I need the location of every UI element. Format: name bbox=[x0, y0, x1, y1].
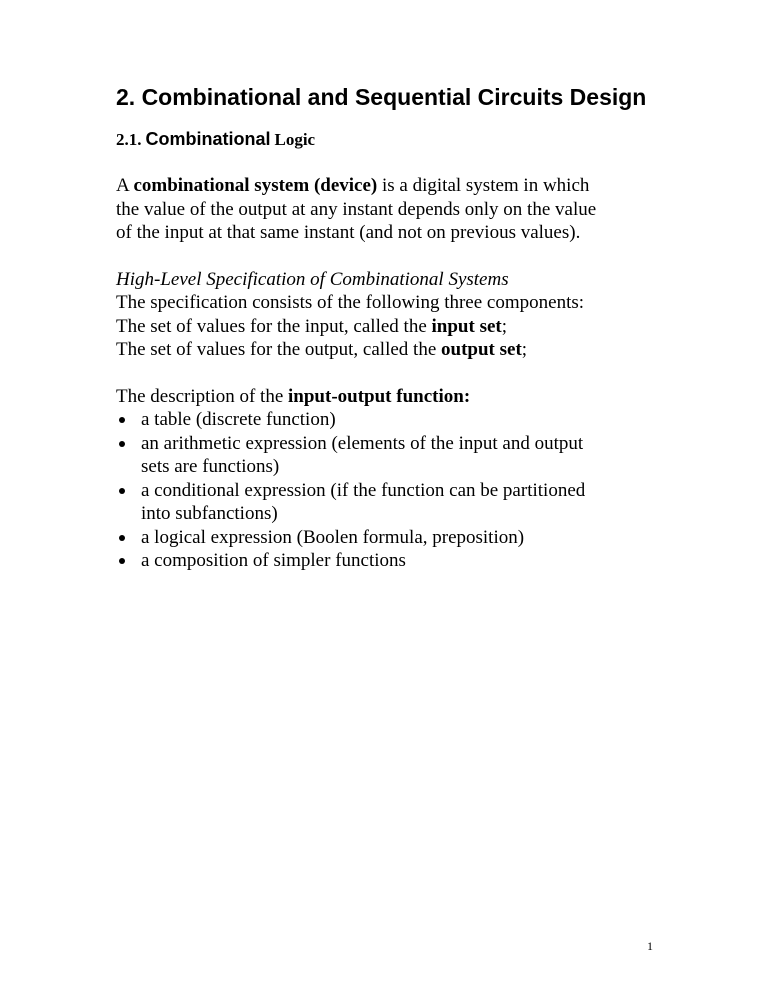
definition-line-2: the value of the output at any instant depends only on the value bbox=[116, 198, 597, 220]
input-set-term: input set bbox=[431, 315, 502, 337]
list-item-line: a logical expression (Boolen formula, preposition) bbox=[141, 526, 525, 548]
subsection-number: 2.1. bbox=[116, 130, 142, 149]
bullet-icon bbox=[119, 558, 125, 564]
section-heading: 2. Combinational and Sequential Circuits Design bbox=[116, 84, 647, 110]
definition-paragraph bbox=[116, 174, 716, 245]
document-page bbox=[116, 82, 716, 573]
function-description-prefix: The description of the bbox=[116, 385, 284, 407]
list-item-line: a conditional expression (if the function can be partitioned bbox=[141, 479, 586, 501]
list-item bbox=[116, 526, 716, 550]
subsection-word-combinational: Combinational bbox=[145, 129, 271, 149]
subsection-heading bbox=[116, 126, 716, 154]
specification-input-line bbox=[116, 315, 716, 339]
definition-line-1 bbox=[116, 174, 716, 198]
bullet-icon bbox=[119, 488, 125, 494]
subsection-word-logic: Logic bbox=[274, 130, 316, 149]
definition-term: combinational system (device) bbox=[133, 175, 378, 196]
bullet-icon bbox=[119, 535, 125, 541]
bullet-icon bbox=[119, 441, 125, 447]
specification-output-line bbox=[116, 338, 716, 362]
definition-line-1-rest: is a digital system in which bbox=[382, 175, 590, 196]
bullet-icon bbox=[119, 417, 125, 423]
input-line-terminator: ; bbox=[501, 315, 508, 337]
list-item bbox=[116, 408, 716, 432]
specification-title: High-Level Specification of Combinational Systems bbox=[116, 268, 509, 290]
list-item bbox=[116, 432, 716, 479]
list-item bbox=[116, 479, 716, 526]
list-item bbox=[116, 549, 716, 573]
input-line-prefix: The set of values for the input, called the bbox=[116, 315, 427, 337]
function-description-intro bbox=[116, 385, 716, 409]
definition-line-3: of the input at that same instant (and not on previous values). bbox=[116, 222, 581, 243]
output-set-term: output set bbox=[441, 339, 522, 360]
definition-article: A bbox=[116, 175, 129, 196]
list-item-line: into subfanctions) bbox=[141, 503, 278, 524]
function-description-list bbox=[116, 408, 716, 573]
input-output-function-term: input-output function: bbox=[288, 385, 471, 407]
list-item-line: a table (discrete function) bbox=[141, 409, 336, 430]
specification-block bbox=[116, 268, 716, 362]
page-number: 1 bbox=[647, 939, 653, 953]
list-item-line: sets are functions) bbox=[141, 456, 280, 477]
function-description-block bbox=[116, 385, 716, 573]
list-item-line: a composition of simpler functions bbox=[141, 550, 406, 571]
output-line-terminator: ; bbox=[521, 339, 528, 360]
specification-intro: The specification consists of the following three components: bbox=[116, 292, 585, 313]
output-line-prefix: The set of values for the output, called the bbox=[116, 339, 437, 360]
list-item-line: an arithmetic expression (elements of the input and output bbox=[141, 432, 584, 454]
